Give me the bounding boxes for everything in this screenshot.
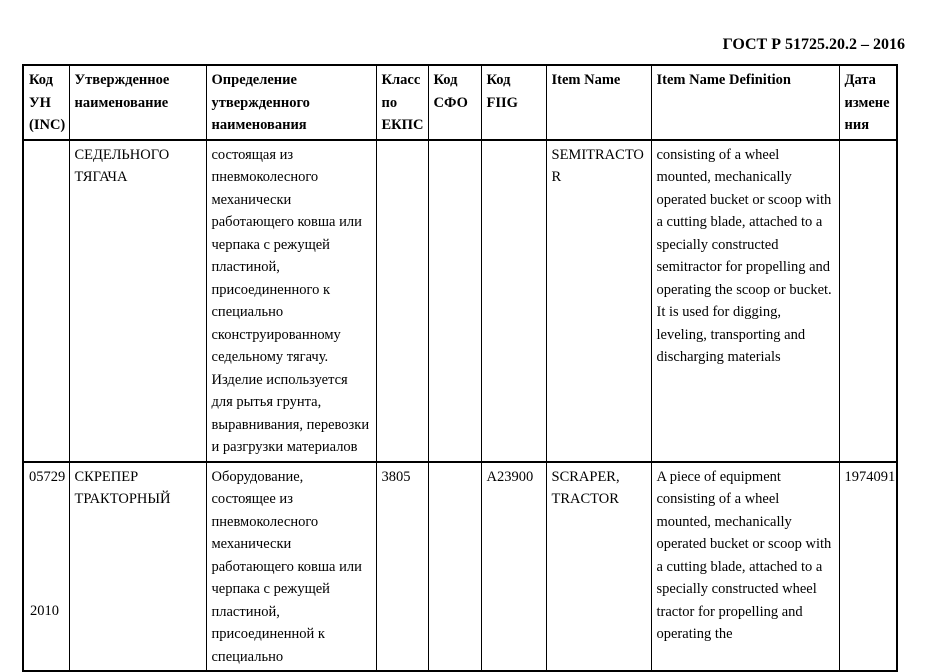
cell-item-name-definition: A piece of equipment consisting of a wheel mounted, mechanically operated bucket or scoop with a cutting blade, attached to a specially constructed wheel tractor for propelling and operating the <box>651 462 839 672</box>
cell-approved-name-definition: Оборудование, состоящее из пневмоколесного механически работающего ковша или черпака с режущей пластиной, присоединенной к специально <box>206 462 376 672</box>
items-table <box>22 64 898 672</box>
document-title: ГОСТ Р 51725.20.2 – 2016 <box>722 36 905 53</box>
cell-approved-name-definition: состоящая из пневмоколесного механически работающего ковша или черпака с режущей пластиной, присоединенного к специально сконструированному седельному тягачу. Изделие используется для рытья грунта, выравнивания, перевозки и разгрузки материалов <box>206 140 376 462</box>
col-header-sfo-code: Код СФО <box>428 65 481 140</box>
page-number: 2010 <box>30 603 59 619</box>
cell-change-date: 1974091 <box>839 462 897 672</box>
cell-inc-code <box>23 140 69 462</box>
cell-fiig-code <box>481 140 546 462</box>
col-header-fiig-code: Код FIIG <box>481 65 546 140</box>
cell-change-date <box>839 140 897 462</box>
cell-ekps-class <box>376 140 428 462</box>
col-header-approved-name-definition: Определение утвержденного наименования <box>206 65 376 140</box>
cell-ekps-class: 3805 <box>376 462 428 672</box>
cell-sfo-code <box>428 462 481 672</box>
cell-item-name: SEMITRACTOR <box>546 140 651 462</box>
cell-inc-code: 05729 <box>23 462 69 672</box>
table-row <box>23 462 897 672</box>
cell-approved-name: СЕДЕЛЬНОГО ТЯГАЧА <box>69 140 206 462</box>
table-header-row <box>23 65 897 140</box>
col-header-inc-code: Код УН (INC) <box>23 65 69 140</box>
col-header-ekps-class: Класс по ЕКПС <box>376 65 428 140</box>
col-header-item-name-definition: Item Name Definition <box>651 65 839 140</box>
col-header-approved-name: Утвержденное наименование <box>69 65 206 140</box>
table-row <box>23 140 897 462</box>
cell-item-name-definition: consisting of a wheel mounted, mechanically operated bucket or scoop with a cutting blade, attached to a specially constructed semitractor for propelling and operating the scoop or bucket. It is used for digging, leveling, transporting and discharging materials <box>651 140 839 462</box>
cell-sfo-code <box>428 140 481 462</box>
cell-approved-name: СКРЕПЕР ТРАКТОРНЫЙ <box>69 462 206 672</box>
cell-fiig-code: A23900 <box>481 462 546 672</box>
col-header-change-date: Дата изменения <box>839 65 897 140</box>
col-header-item-name: Item Name <box>546 65 651 140</box>
cell-item-name: SCRAPER, TRACTOR <box>546 462 651 672</box>
